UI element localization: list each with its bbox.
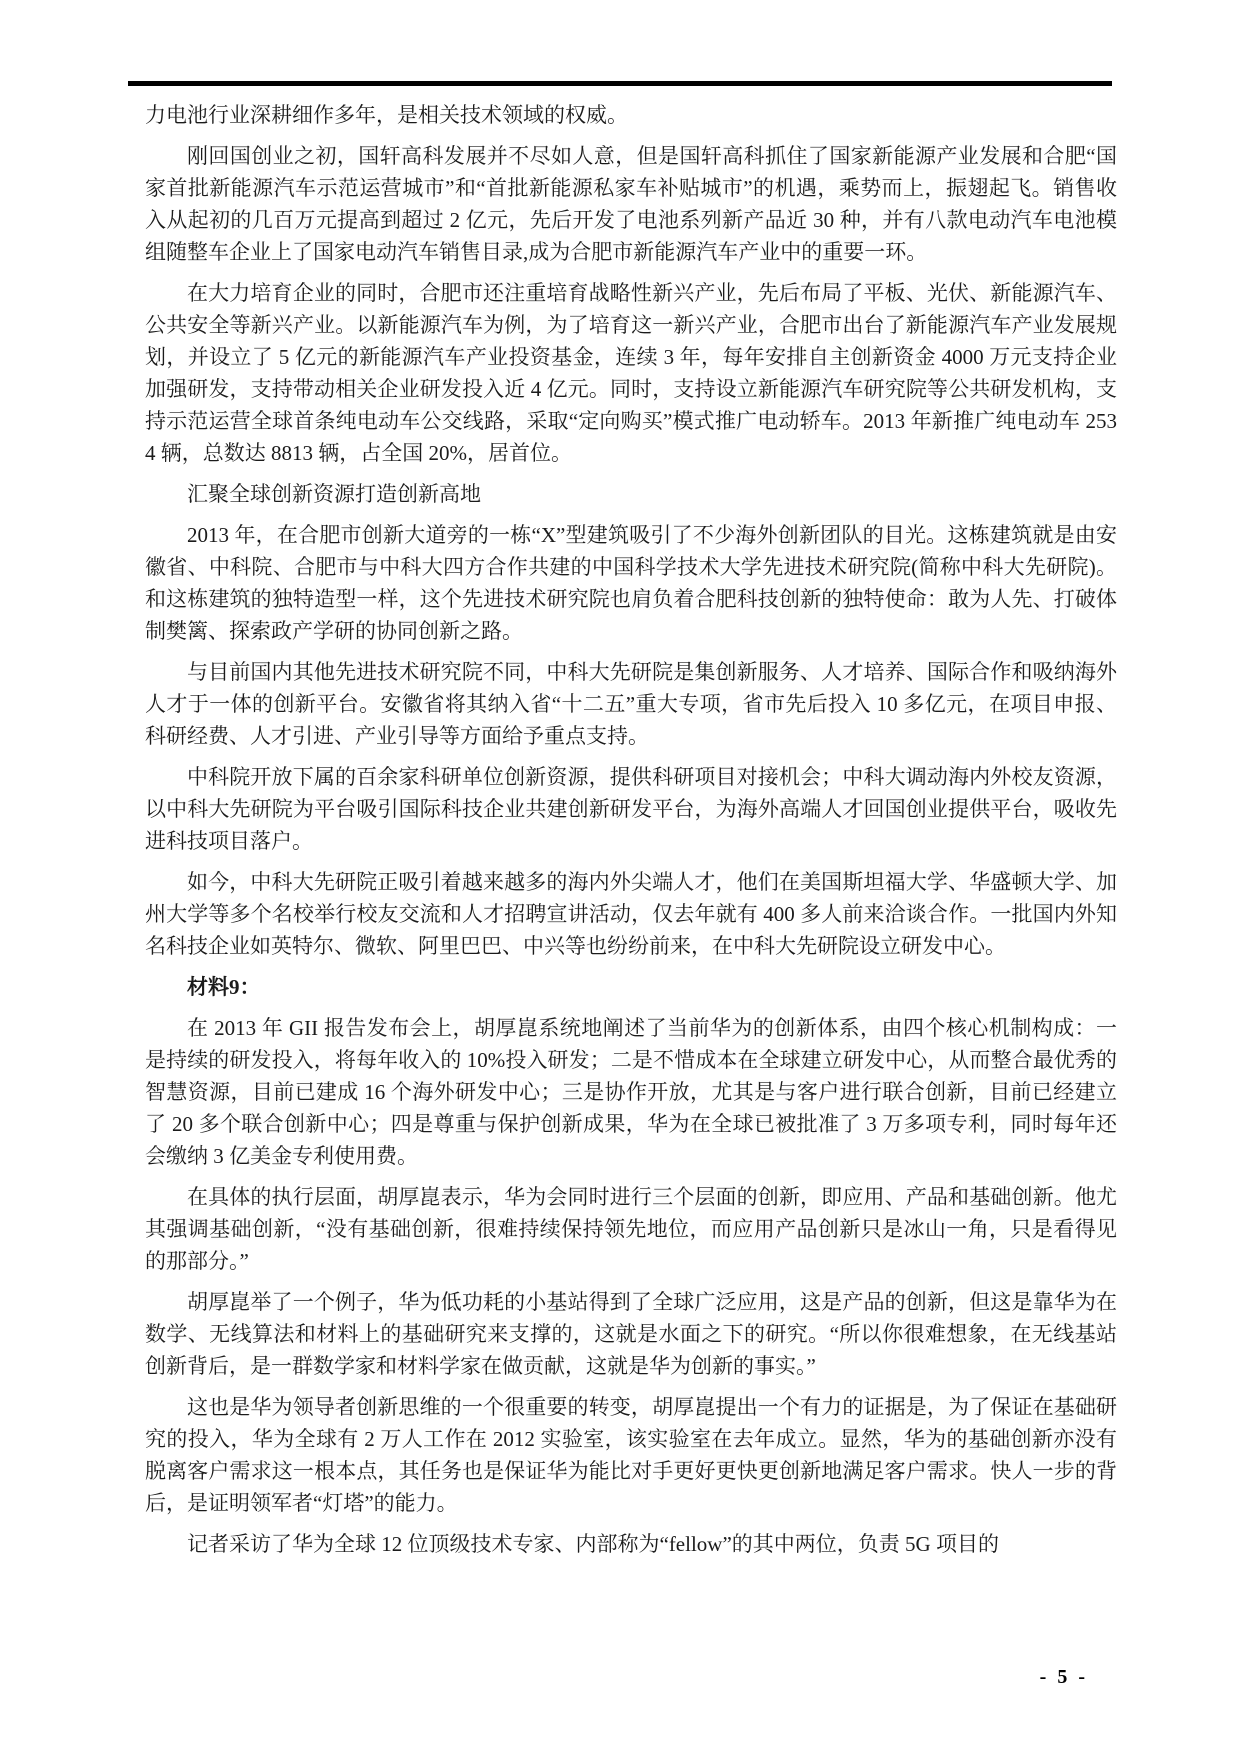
paragraph: 这也是华为领导者创新思维的一个很重要的转变，胡厚崑提出一个有力的证据是，为了保证在基础研究的投入，华为全球有 2 万人工作在 2012 实验室，该实验室在去年成立。显然，华为的基础创新亦没有脱离客户需求这一根本点，其任务也是保证华为能比对手更好更快更创新地满足客户需求。快人一步的背后，是证明领军者“灯塔”的能力。 xyxy=(145,1395,1117,1515)
paragraph: 在具体的执行层面，胡厚崑表示，华为会同时进行三个层面的创新，即应用、产品和基础创新。他尤其强调基础创新，“没有基础创新，很难持续保持领先地位，而应用产品创新只是冰山一角，只是看得见的那部分。” xyxy=(145,1185,1117,1273)
paragraph-continuation: 力电池行业深耕细作多年，是相关技术领域的权威。 xyxy=(145,103,628,127)
document-body xyxy=(145,99,1117,1569)
header-rule xyxy=(128,81,1112,86)
paragraph: 胡厚崑举了一个例子，华为低功耗的小基站得到了全球广泛应用，这是产品的创新，但这是靠华为在数学、无线算法和材料上的基础研究来支撑的，这就是水面之下的研究。“所以你很难想象，在无线基站创新背后，是一群数学家和材料学家在做贡献，这就是华为创新的事实。” xyxy=(145,1290,1117,1378)
paragraph: 与目前国内其他先进技术研究院不同，中科大先研院是集创新服务、人才培养、国际合作和吸纳海外人才于一体的创新平台。安徽省将其纳入省“十二五”重大专项，省市先后投入 10 多亿元，在项目申报、科研经费、人才引进、产业引导等方面给予重点支持。 xyxy=(145,660,1117,748)
paragraph: 在大力培育企业的同时，合肥市还注重培育战略性新兴产业，先后布局了平板、光伏、新能源汽车、公共安全等新兴产业。以新能源汽车为例，为了培育这一新兴产业，合肥市出台了新能源汽车产业发展规划，并设立了 5 亿元的新能源汽车产业投资基金，连续 3 年，每年安排自主创新资金 4000 万元支持企业加强研发，支持带动相关企业研发投入近 4 亿元。同时，支持设立新能源汽车研究院等公共研发机构，支持示范运营全球首条纯电动车公交线路，采取“定向购买”模式推广电动轿车。2013 年新推广纯电动车 2534 辆，总数达 8813 辆，占全国 20%，居首位。 xyxy=(145,281,1117,465)
paragraph: 在 2013 年 GII 报告发布会上，胡厚崑系统地阐述了当前华为的创新体系，由四个核心机制构成：一是持续的研发投入，将每年收入的 10%投入研发；二是不惜成本在全球建立研发中心，从而整合最优秀的智慧资源，目前已建成 16 个海外研发中心；三是协作开放，尤其是与客户进行联合创新，目前已经建立了 20 多个联合创新中心；四是尊重与保护创新成果，华为在全球已被批准了 3 万多项专利，同时每年还会缴纳 3 亿美金专利使用费。 xyxy=(145,1016,1117,1168)
paragraph: 中科院开放下属的百余家科研单位创新资源，提供科研项目对接机会；中科大调动海内外校友资源，以中科大先研院为平台吸引国际科技企业共建创新研发平台，为海外高端人才回国创业提供平台，吸收先进科技项目落户。 xyxy=(145,765,1117,853)
paragraph: 刚回国创业之初，国轩高科发展并不尽如人意，但是国轩高科抓住了国家新能源产业发展和合肥“国家首批新能源汽车示范运营城市”和“首批新能源私家车补贴城市”的机遇，乘势而上，振翅起飞。销售收入从起初的几百万元提高到超过 2 亿元，先后开发了电池系列新产品近 30 种，并有八款电动汽车电池模组随整车企业上了国家电动汽车销售目录,成为合肥市新能源汽车产业中的重要一环。 xyxy=(145,144,1117,264)
page-number: - 5 - xyxy=(1039,1666,1088,1688)
material-9-heading: 材料9： xyxy=(187,975,261,999)
section-subheading: 汇聚全球创新资源打造创新高地 xyxy=(187,482,481,506)
paragraph: 如今，中科大先研院正吸引着越来越多的海内外尖端人才，他们在美国斯坦福大学、华盛顿大学、加州大学等多个名校举行校友交流和人才招聘宣讲活动，仅去年就有 400 多人前来洽谈合作。一批国内外知名科技企业如英特尔、微软、阿里巴巴、中兴等也纷纷前来，在中科大先研院设立研发中心。 xyxy=(145,870,1117,958)
paragraph: 2013 年，在合肥市创新大道旁的一栋“X”型建筑吸引了不少海外创新团队的目光。这栋建筑就是由安徽省、中科院、合肥市与中科大四方合作共建的中国科学技术大学先进技术研究院(简称中科大先研院)。和这栋建筑的独特造型一样，这个先进技术研究院也肩负着合肥科技创新的独特使命：敢为人先、打破体制樊篱、探索政产学研的协同创新之路。 xyxy=(145,523,1117,643)
paragraph: 记者采访了华为全球 12 位顶级技术专家、内部称为“fellow”的其中两位，负责 5G 项目的 xyxy=(187,1532,999,1556)
